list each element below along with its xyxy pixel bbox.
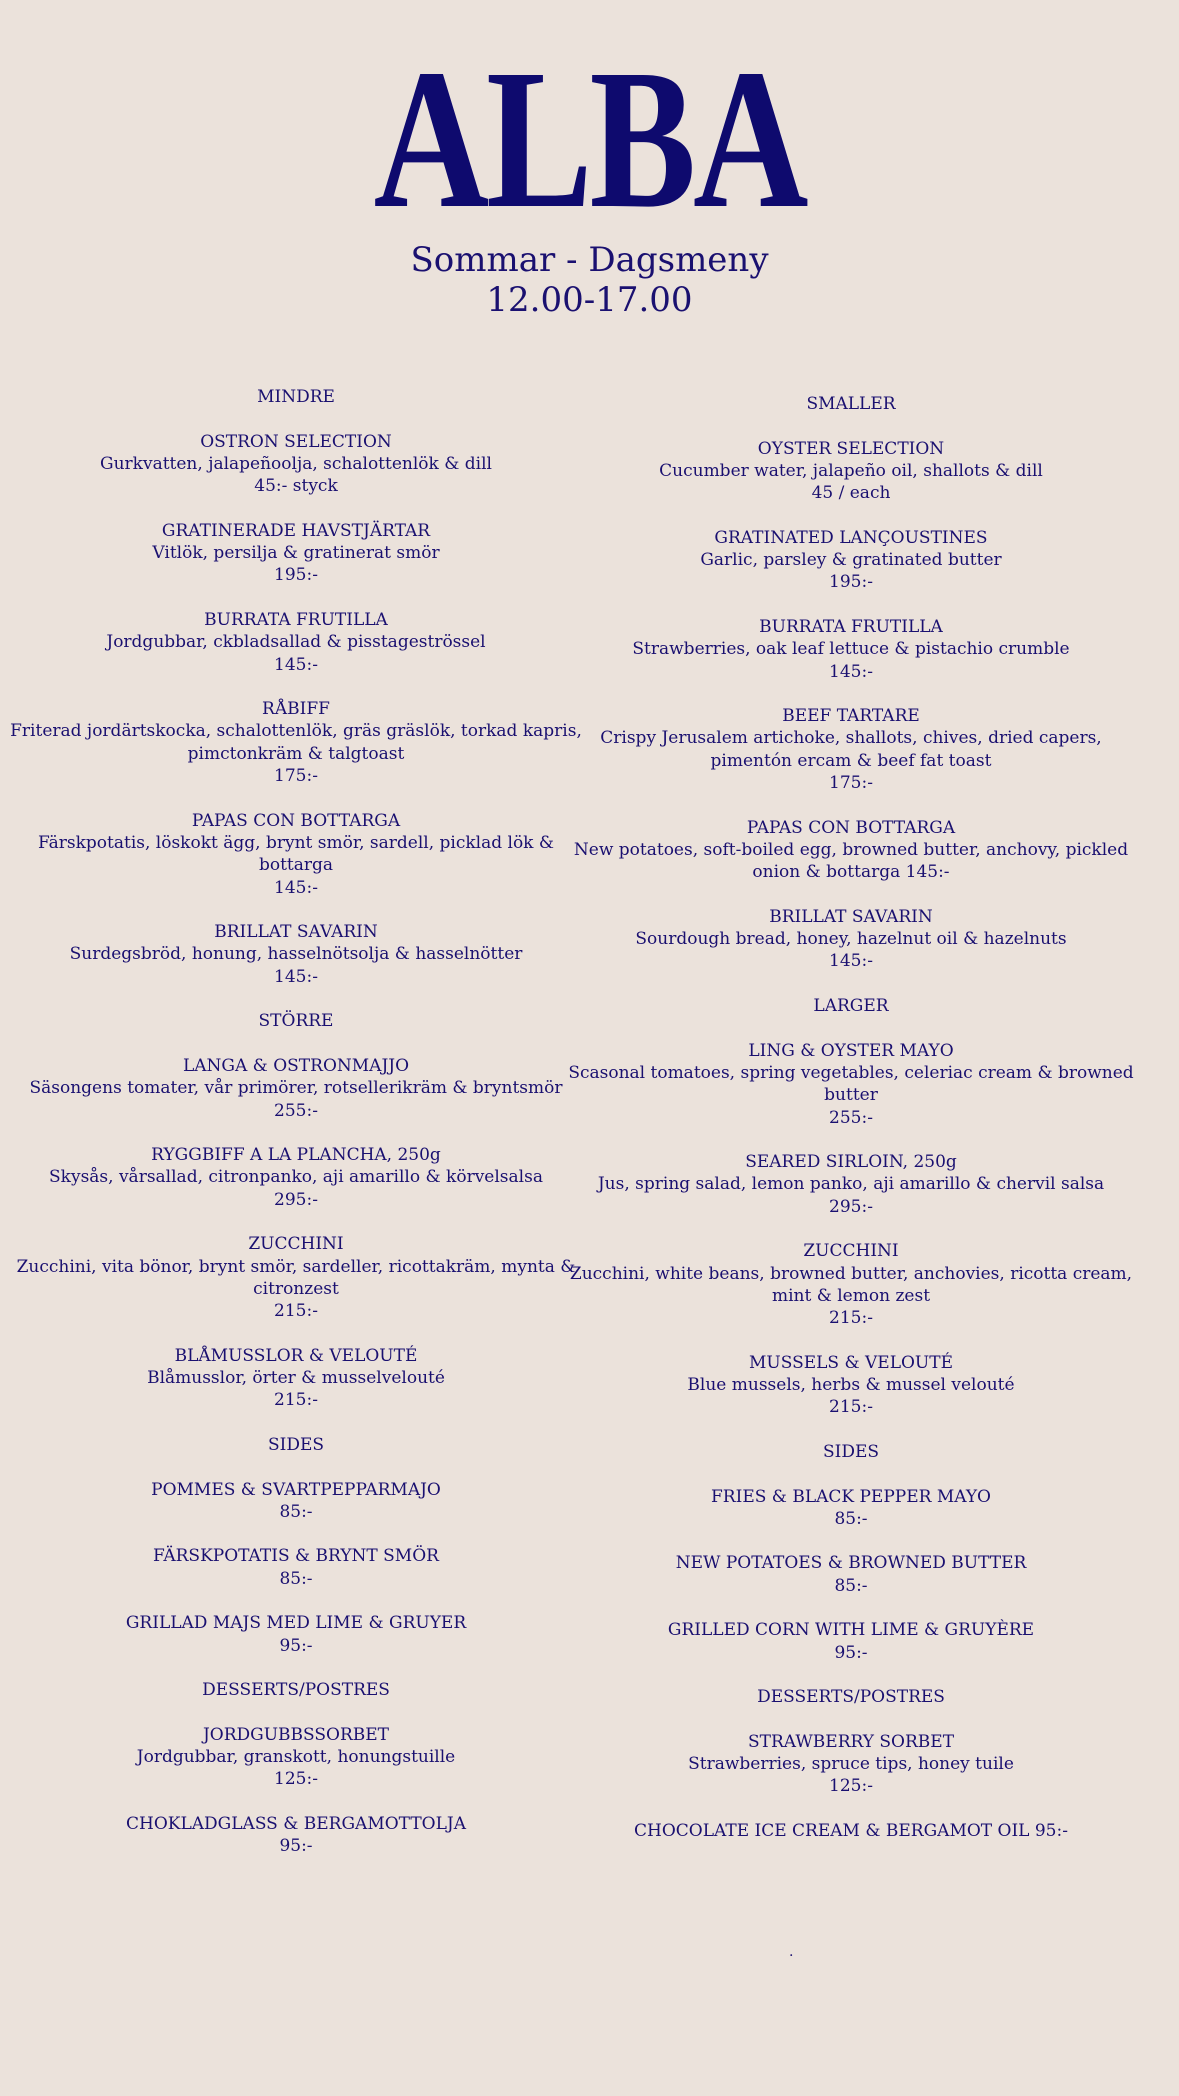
menu-line: BLÅMUSSLOR & VELOUTÉ bbox=[174, 1345, 418, 1366]
menu-line: Skysås, vårsallad, citronpanko, aji amarillo & körvelsalsa bbox=[49, 1167, 543, 1188]
menu-line: LING & OYSTER MAYO bbox=[748, 1040, 954, 1061]
spacer bbox=[561, 1129, 1141, 1151]
menu-line: SMALLER bbox=[806, 394, 896, 414]
menu-line: 295:- bbox=[829, 1196, 873, 1217]
menu-line: 195:- bbox=[829, 572, 873, 593]
menu-line: DESSERTS/POSTRES bbox=[202, 1680, 390, 1701]
menu-line: Cucumber water, jalapeño oil, shallots & dill bbox=[659, 460, 1043, 481]
menu-line: POMMES & SVARTPEPPARMAJO bbox=[151, 1479, 441, 1500]
menu-line: RÅBIFF bbox=[262, 699, 330, 720]
menu-line: BURRATA FRUTILLA bbox=[204, 609, 388, 630]
menu-line: STRAWBERRY SORBET bbox=[747, 1731, 955, 1752]
menu-line: 145:- bbox=[274, 654, 318, 675]
spacer bbox=[561, 504, 1141, 526]
spacer bbox=[561, 1709, 1141, 1731]
menu-line: 145:- bbox=[274, 966, 318, 987]
menu-line: GRATINERADE HAVSTJÄRTAR bbox=[161, 520, 431, 541]
menu-line: SEARED SIRLOIN, 250g bbox=[745, 1152, 957, 1173]
menu-line: BEEF TARTARE bbox=[782, 706, 920, 727]
spacer bbox=[6, 676, 586, 698]
menu-line: PAPAS CON BOTTARGA bbox=[191, 810, 401, 831]
menu-line: FRIES & BLACK PEPPER MAYO bbox=[711, 1486, 991, 1507]
menu-line: 125:- bbox=[829, 1776, 873, 1797]
menu-line: BURRATA FRUTILLA bbox=[759, 616, 943, 637]
menu-line: 255:- bbox=[829, 1107, 873, 1128]
menu-line: 215:- bbox=[274, 1390, 318, 1411]
menu-line: 85:- bbox=[279, 1568, 313, 1589]
menu-line: Blåmusslor, örter & musselvelouté bbox=[147, 1368, 445, 1389]
english-menu-column bbox=[561, 393, 1141, 1842]
menu-line: 95:- bbox=[834, 1642, 868, 1663]
menu-line: Gurkvatten, jalapeñoolja, schalottenlök & dill bbox=[100, 453, 492, 474]
spacer bbox=[6, 787, 586, 809]
menu-line: pimctonkräm & talgtoast bbox=[187, 743, 405, 764]
menu-line: LARGER bbox=[813, 996, 889, 1017]
menu-line: 215:- bbox=[829, 1397, 873, 1418]
spacer bbox=[561, 1597, 1141, 1619]
menu-line: Strawberries, oak leaf lettuce & pistachio crumble bbox=[632, 639, 1070, 660]
menu-line: New potatoes, soft-boiled egg, browned butter, anchovy, pickled bbox=[573, 839, 1129, 860]
menu-line: SIDES bbox=[822, 1441, 880, 1462]
spacer bbox=[6, 1702, 586, 1724]
spacer bbox=[6, 899, 586, 921]
spacer bbox=[6, 1211, 586, 1233]
spacer bbox=[6, 1791, 586, 1813]
menu-line: Säsongens tomater, vår primörer, rotsellerikräm & bryntsmör bbox=[29, 1078, 563, 1099]
spacer bbox=[561, 1798, 1141, 1820]
spacer bbox=[561, 1329, 1141, 1351]
menu-line: 215:- bbox=[829, 1308, 873, 1329]
spacer bbox=[561, 1218, 1141, 1240]
menu-line: Jus, spring salad, lemon panko, aji amarillo & chervil salsa bbox=[597, 1174, 1105, 1195]
menu-line: 175:- bbox=[829, 773, 873, 794]
menu-line: 45 / each bbox=[811, 483, 891, 504]
menu-line: Scasonal tomatoes, spring vegetables, celeriac cream & browned bbox=[568, 1062, 1134, 1083]
menu-line: GRATINATED LANÇOUSTINES bbox=[714, 527, 988, 548]
menu-line: 255:- bbox=[274, 1100, 318, 1121]
spacer bbox=[561, 1530, 1141, 1552]
menu-line: Garlic, parsley & gratinated butter bbox=[700, 550, 1002, 571]
menu-line: CHOKLADGLASS & BERGAMOTTOLJA bbox=[126, 1814, 466, 1834]
menu-line: OSTRON SELECTION bbox=[200, 431, 392, 452]
menu-line: DESSERTS/POSTRES bbox=[757, 1687, 945, 1708]
spacer bbox=[561, 594, 1141, 616]
menu-line: Crispy Jerusalem artichoke, shallots, chives, dried capers, bbox=[600, 728, 1102, 749]
menu-line: 145:- bbox=[274, 877, 318, 898]
menu-line: Vitlök, persilja & gratinerat smör bbox=[152, 543, 440, 564]
menu-line: BRILLAT SAVARIN bbox=[214, 922, 378, 943]
spacer bbox=[6, 587, 586, 609]
menu-line: LANGA & OSTRONMAJJO bbox=[182, 1055, 410, 1076]
spacer bbox=[561, 415, 1141, 437]
menu-line: Zucchini, vita bönor, brynt smör, sardeller, ricottakräm, mynta & bbox=[16, 1256, 576, 1277]
menu-line: MUSSELS & VELOUTÉ bbox=[749, 1352, 953, 1373]
menu-line: BRILLAT SAVARIN bbox=[769, 906, 933, 927]
spacer bbox=[6, 1412, 586, 1434]
menu-line: 145:- bbox=[829, 661, 873, 682]
menu-line: PAPAS CON BOTTARGA bbox=[746, 817, 956, 838]
menu-line: CHOCOLATE ICE CREAM & BERGAMOT OIL 95:- bbox=[634, 1821, 1068, 1841]
menu-line: FÄRSKPOTATIS & BRYNT SMÖR bbox=[153, 1546, 439, 1567]
menu-subtitle: Sommar - Dagsmeny bbox=[410, 240, 769, 280]
menu-line: 45:- styck bbox=[254, 476, 338, 497]
menu-line: Färskpotatis, löskokt ägg, brynt smör, sardell, picklad lök & bbox=[37, 832, 555, 853]
swedish-menu-column bbox=[6, 386, 586, 1858]
spacer bbox=[561, 1419, 1141, 1441]
menu-line: Friterad jordärtskocka, schalottenlök, gräs gräslök, torkad kapris, bbox=[10, 721, 582, 742]
serving-hours: 12.00-17.00 bbox=[486, 280, 693, 320]
spacer bbox=[6, 1590, 586, 1612]
menu-line: OYSTER SELECTION bbox=[757, 438, 945, 459]
spacer bbox=[561, 1664, 1141, 1686]
menu-line: butter bbox=[824, 1085, 878, 1106]
menu-line: 85:- bbox=[279, 1501, 313, 1522]
spacer bbox=[561, 1463, 1141, 1485]
logo: ALBA bbox=[373, 29, 806, 250]
spacer bbox=[6, 1033, 586, 1055]
stray-mark: . bbox=[789, 1944, 794, 1960]
menu-line: bottarga bbox=[258, 855, 334, 876]
spacer bbox=[6, 1523, 586, 1545]
menu-line: STÖRRE bbox=[258, 1011, 334, 1032]
menu-line: 145:- bbox=[829, 951, 873, 972]
menu-line: GRILLAD MAJS MED LIME & GRUYER bbox=[125, 1613, 467, 1634]
menu-line: 85:- bbox=[834, 1508, 868, 1529]
menu-line: GRILLED CORN WITH LIME & GRUYÈRE bbox=[667, 1620, 1035, 1641]
spacer bbox=[6, 408, 586, 430]
menu-line: 85:- bbox=[834, 1575, 868, 1596]
menu-line: Surdegsbröd, honung, hasselnötsolja & hasselnötter bbox=[69, 944, 523, 965]
menu-line: 295:- bbox=[274, 1189, 318, 1210]
menu-line: 125:- bbox=[274, 1769, 318, 1790]
spacer bbox=[561, 884, 1141, 906]
menu-line: 215:- bbox=[274, 1301, 318, 1322]
spacer bbox=[6, 497, 586, 519]
menu-line: Sourdough bread, honey, hazelnut oil & hazelnuts bbox=[635, 929, 1067, 950]
menu-line: Strawberries, spruce tips, honey tuile bbox=[688, 1754, 1014, 1775]
menu-title bbox=[0, 240, 1179, 320]
menu-line: mint & lemon zest bbox=[771, 1285, 931, 1306]
spacer bbox=[561, 973, 1141, 995]
spacer bbox=[6, 1657, 586, 1679]
spacer bbox=[6, 988, 586, 1010]
spacer bbox=[6, 1122, 586, 1144]
menu-line: citronzest bbox=[253, 1278, 339, 1299]
menu-line: MINDRE bbox=[257, 387, 335, 407]
menu-line: 95:- bbox=[279, 1635, 313, 1656]
menu-line: JORDGUBBSSORBET bbox=[202, 1724, 390, 1745]
menu-line: Jordgubbar, ckbladsallad & pisstageströssel bbox=[106, 632, 486, 653]
menu-line: NEW POTATOES & BROWNED BUTTER bbox=[675, 1553, 1027, 1574]
menu-line: 95:- bbox=[279, 1836, 313, 1857]
menu-line: onion & bottarga 145:- bbox=[752, 862, 950, 883]
spacer bbox=[6, 1322, 586, 1344]
menu-line: Zucchini, white beans, browned butter, anchovies, ricotta cream, bbox=[569, 1263, 1133, 1284]
menu-line: RYGGBIFF A LA PLANCHA, 250g bbox=[151, 1145, 441, 1166]
menu-line: SIDES bbox=[267, 1434, 325, 1455]
menu-line: pimentón ercam & beef fat toast bbox=[710, 750, 992, 771]
menu-line: 175:- bbox=[274, 766, 318, 787]
menu-line: Jordgubbar, granskott, honungstuille bbox=[136, 1747, 456, 1768]
spacer bbox=[561, 1017, 1141, 1039]
spacer bbox=[561, 683, 1141, 705]
menu-line: 195:- bbox=[274, 565, 318, 586]
spacer bbox=[6, 1456, 586, 1478]
menu-line: ZUCCHINI bbox=[248, 1234, 344, 1255]
menu-line: Blue mussels, herbs & mussel velouté bbox=[687, 1375, 1015, 1396]
spacer bbox=[561, 794, 1141, 816]
menu-line: ZUCCHINI bbox=[803, 1241, 899, 1262]
